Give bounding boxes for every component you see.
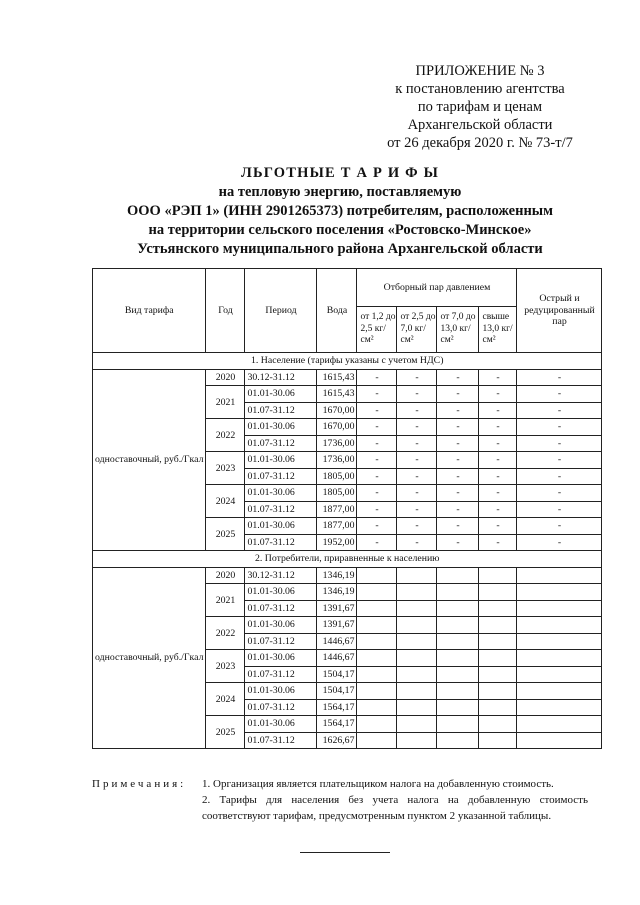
steam-tariff-cell: - bbox=[357, 485, 397, 502]
steam-tariff-cell bbox=[517, 600, 602, 617]
steam-tariff-cell bbox=[517, 617, 602, 634]
steam-tariff-cell: - bbox=[479, 468, 517, 485]
steam-tariff-cell bbox=[437, 617, 479, 634]
period-cell: 30.12-31.12 bbox=[245, 567, 317, 584]
signature-line bbox=[300, 852, 390, 853]
steam-tariff-cell bbox=[517, 699, 602, 716]
year-cell: 2022 bbox=[206, 419, 245, 452]
water-tariff-cell: 1736,00 bbox=[317, 435, 357, 452]
water-tariff-cell: 1564,17 bbox=[317, 716, 357, 733]
water-tariff-cell: 1877,00 bbox=[317, 518, 357, 535]
steam-tariff-cell bbox=[397, 699, 437, 716]
steam-tariff-cell bbox=[479, 584, 517, 601]
year-cell: 2022 bbox=[206, 617, 245, 650]
year-cell: 2020 bbox=[206, 567, 245, 584]
header-period: Период bbox=[245, 269, 317, 353]
title-line: на тепловую энергию, поставляемую bbox=[218, 184, 462, 200]
year-cell: 2021 bbox=[206, 584, 245, 617]
year-cell: 2025 bbox=[206, 716, 245, 749]
steam-tariff-cell: - bbox=[479, 369, 517, 386]
header-year: Год bbox=[206, 269, 245, 353]
header-steam: Отборный пар давлением bbox=[357, 269, 517, 307]
steam-tariff-cell: - bbox=[437, 386, 479, 403]
water-tariff-cell: 1391,67 bbox=[317, 600, 357, 617]
steam-tariff-cell: - bbox=[357, 518, 397, 535]
notes-items bbox=[202, 776, 588, 824]
water-tariff-cell: 1952,00 bbox=[317, 534, 357, 551]
steam-tariff-cell: - bbox=[397, 386, 437, 403]
steam-tariff-cell: - bbox=[517, 534, 602, 551]
steam-tariff-cell: - bbox=[357, 534, 397, 551]
steam-tariff-cell bbox=[357, 617, 397, 634]
steam-tariff-cell: - bbox=[517, 518, 602, 535]
document-title bbox=[60, 164, 620, 259]
steam-tariff-cell bbox=[357, 699, 397, 716]
steam-tariff-cell bbox=[437, 666, 479, 683]
year-cell: 2020 bbox=[206, 369, 245, 386]
steam-tariff-cell bbox=[357, 567, 397, 584]
period-cell: 01.07-31.12 bbox=[245, 534, 317, 551]
water-tariff-cell: 1346,19 bbox=[317, 584, 357, 601]
steam-tariff-cell: - bbox=[397, 402, 437, 419]
header-sharp-steam: Острый и редуцированный пар bbox=[517, 269, 602, 353]
steam-tariff-cell bbox=[479, 650, 517, 667]
steam-tariff-cell bbox=[357, 666, 397, 683]
steam-tariff-cell bbox=[517, 584, 602, 601]
steam-tariff-cell bbox=[357, 683, 397, 700]
period-cell: 01.07-31.12 bbox=[245, 402, 317, 419]
steam-tariff-cell bbox=[357, 584, 397, 601]
steam-tariff-cell bbox=[517, 683, 602, 700]
steam-tariff-cell bbox=[437, 650, 479, 667]
tariff-kind: одноставочный, руб./Гкал bbox=[93, 369, 206, 551]
steam-tariff-cell bbox=[479, 716, 517, 733]
steam-tariff-cell bbox=[357, 732, 397, 749]
steam-tariff-cell: - bbox=[397, 452, 437, 469]
period-cell: 01.01-30.06 bbox=[245, 584, 317, 601]
steam-tariff-cell: - bbox=[517, 485, 602, 502]
steam-tariff-cell: - bbox=[397, 369, 437, 386]
header-pressure-1: от 1,2 до 2,5 кг/см² bbox=[357, 307, 397, 353]
steam-tariff-cell: - bbox=[397, 501, 437, 518]
steam-tariff-cell bbox=[437, 600, 479, 617]
steam-tariff-cell bbox=[357, 650, 397, 667]
year-cell: 2023 bbox=[206, 650, 245, 683]
steam-tariff-cell: - bbox=[397, 485, 437, 502]
water-tariff-cell: 1736,00 bbox=[317, 452, 357, 469]
appendix-ref-line: к постановлению агентства bbox=[395, 81, 565, 97]
water-tariff-cell: 1391,67 bbox=[317, 617, 357, 634]
steam-tariff-cell: - bbox=[479, 419, 517, 436]
steam-tariff-cell bbox=[397, 633, 437, 650]
title-line: на территории сельского поселения «Ростовско-Минское» bbox=[148, 222, 532, 238]
period-cell: 01.07-31.12 bbox=[245, 633, 317, 650]
steam-tariff-cell: - bbox=[357, 435, 397, 452]
period-cell: 01.07-31.12 bbox=[245, 600, 317, 617]
steam-tariff-cell: - bbox=[397, 534, 437, 551]
header-pressure-2: от 2,5 до 7,0 кг/см² bbox=[397, 307, 437, 353]
steam-tariff-cell: - bbox=[479, 435, 517, 452]
year-cell: 2024 bbox=[206, 683, 245, 716]
steam-tariff-cell bbox=[397, 584, 437, 601]
steam-tariff-cell bbox=[397, 600, 437, 617]
title-line: ООО «РЭП 1» (ИНН 2901265373) потребителям, расположенным bbox=[126, 203, 553, 219]
title-line: Устьянского муниципального района Архангельской области bbox=[137, 241, 543, 257]
steam-tariff-cell bbox=[397, 683, 437, 700]
steam-tariff-cell: - bbox=[479, 501, 517, 518]
steam-tariff-cell: - bbox=[437, 501, 479, 518]
appendix-ref-line: по тарифам и ценам bbox=[417, 99, 543, 115]
header-pressure-3: от 7,0 до 13,0 кг/см² bbox=[437, 307, 479, 353]
steam-tariff-cell bbox=[397, 666, 437, 683]
steam-tariff-cell: - bbox=[517, 501, 602, 518]
period-cell: 01.07-31.12 bbox=[245, 699, 317, 716]
header-pressure-4: свыше 13,0 кг/см² bbox=[479, 307, 517, 353]
steam-tariff-cell bbox=[357, 633, 397, 650]
year-cell: 2025 bbox=[206, 518, 245, 551]
steam-tariff-cell: - bbox=[357, 419, 397, 436]
water-tariff-cell: 1670,00 bbox=[317, 402, 357, 419]
steam-tariff-cell bbox=[397, 617, 437, 634]
steam-tariff-cell: - bbox=[437, 402, 479, 419]
steam-tariff-cell: - bbox=[437, 452, 479, 469]
steam-tariff-cell bbox=[517, 732, 602, 749]
steam-tariff-cell: - bbox=[397, 419, 437, 436]
year-cell: 2023 bbox=[206, 452, 245, 485]
steam-tariff-cell: - bbox=[479, 386, 517, 403]
notes-label: Примечания: bbox=[92, 778, 187, 790]
steam-tariff-cell: - bbox=[357, 386, 397, 403]
period-cell: 01.01-30.06 bbox=[245, 518, 317, 535]
table-header bbox=[93, 269, 602, 353]
steam-tariff-cell: - bbox=[357, 452, 397, 469]
header-water: Вода bbox=[317, 269, 357, 353]
steam-tariff-cell bbox=[437, 633, 479, 650]
title-main: ЛЬГОТНЫЕ Т А Р И Ф Ы bbox=[240, 165, 440, 181]
water-tariff-cell: 1670,00 bbox=[317, 419, 357, 436]
steam-tariff-cell bbox=[479, 699, 517, 716]
steam-tariff-cell: - bbox=[479, 518, 517, 535]
note-item: 2. Тарифы для населения без учета налога на добавленную стоимость соответствуют тарифам, предусмотренным пунктом 2 указанной таблицы. bbox=[202, 794, 588, 822]
water-tariff-cell: 1446,67 bbox=[317, 633, 357, 650]
steam-tariff-cell bbox=[437, 567, 479, 584]
section-title: 2. Потребители, приравненные к населению bbox=[93, 551, 602, 568]
appendix-ref-line: Архангельской области bbox=[407, 117, 553, 133]
water-tariff-cell: 1615,43 bbox=[317, 386, 357, 403]
period-cell: 01.07-31.12 bbox=[245, 468, 317, 485]
steam-tariff-cell bbox=[357, 716, 397, 733]
steam-tariff-cell: - bbox=[357, 468, 397, 485]
period-cell: 01.07-31.12 bbox=[245, 732, 317, 749]
steam-tariff-cell: - bbox=[479, 534, 517, 551]
steam-tariff-cell bbox=[479, 617, 517, 634]
table-row bbox=[93, 369, 602, 386]
period-cell: 01.01-30.06 bbox=[245, 485, 317, 502]
steam-tariff-cell bbox=[517, 716, 602, 733]
steam-tariff-cell bbox=[437, 732, 479, 749]
period-cell: 01.01-30.06 bbox=[245, 683, 317, 700]
steam-tariff-cell: - bbox=[357, 501, 397, 518]
steam-tariff-cell: - bbox=[517, 402, 602, 419]
steam-tariff-cell bbox=[357, 600, 397, 617]
steam-tariff-cell: - bbox=[479, 485, 517, 502]
appendix-number: ПРИЛОЖЕНИЕ № 3 bbox=[415, 63, 545, 79]
period-cell: 01.01-30.06 bbox=[245, 452, 317, 469]
period-cell: 30.12-31.12 bbox=[245, 369, 317, 386]
steam-tariff-cell: - bbox=[397, 468, 437, 485]
steam-tariff-cell bbox=[437, 716, 479, 733]
steam-tariff-cell: - bbox=[437, 518, 479, 535]
steam-tariff-cell: - bbox=[437, 534, 479, 551]
appendix-date: от 26 декабря 2020 г. № 73-т/7 bbox=[387, 135, 573, 151]
year-cell: 2021 bbox=[206, 386, 245, 419]
period-cell: 01.01-30.06 bbox=[245, 716, 317, 733]
period-cell: 01.01-30.06 bbox=[245, 386, 317, 403]
steam-tariff-cell: - bbox=[479, 402, 517, 419]
water-tariff-cell: 1877,00 bbox=[317, 501, 357, 518]
steam-tariff-cell bbox=[479, 600, 517, 617]
water-tariff-cell: 1446,67 bbox=[317, 650, 357, 667]
water-tariff-cell: 1504,17 bbox=[317, 683, 357, 700]
tariff-table bbox=[92, 268, 602, 749]
appendix-header bbox=[330, 62, 630, 152]
period-cell: 01.07-31.12 bbox=[245, 435, 317, 452]
steam-tariff-cell: - bbox=[517, 369, 602, 386]
steam-tariff-cell bbox=[397, 650, 437, 667]
steam-tariff-cell: - bbox=[397, 435, 437, 452]
table-row bbox=[93, 567, 602, 584]
steam-tariff-cell bbox=[397, 716, 437, 733]
steam-tariff-cell: - bbox=[517, 468, 602, 485]
steam-tariff-cell bbox=[437, 699, 479, 716]
steam-tariff-cell bbox=[517, 567, 602, 584]
steam-tariff-cell bbox=[479, 666, 517, 683]
water-tariff-cell: 1504,17 bbox=[317, 666, 357, 683]
period-cell: 01.01-30.06 bbox=[245, 650, 317, 667]
water-tariff-cell: 1626,67 bbox=[317, 732, 357, 749]
steam-tariff-cell: - bbox=[437, 419, 479, 436]
steam-tariff-cell: - bbox=[437, 435, 479, 452]
steam-tariff-cell bbox=[517, 666, 602, 683]
steam-tariff-cell: - bbox=[517, 435, 602, 452]
steam-tariff-cell: - bbox=[437, 369, 479, 386]
steam-tariff-cell: - bbox=[357, 402, 397, 419]
steam-tariff-cell: - bbox=[437, 485, 479, 502]
steam-tariff-cell: - bbox=[479, 452, 517, 469]
steam-tariff-cell bbox=[397, 567, 437, 584]
table-body bbox=[93, 353, 602, 749]
steam-tariff-cell bbox=[479, 633, 517, 650]
header-kind: Вид тарифа bbox=[93, 269, 206, 353]
period-cell: 01.01-30.06 bbox=[245, 419, 317, 436]
note-item: 1. Организация является плательщиком налога на добавленную стоимость. bbox=[202, 778, 554, 790]
steam-tariff-cell bbox=[479, 732, 517, 749]
tariff-kind: одноставочный, руб./Гкал bbox=[93, 567, 206, 749]
water-tariff-cell: 1346,19 bbox=[317, 567, 357, 584]
period-cell: 01.07-31.12 bbox=[245, 501, 317, 518]
steam-tariff-cell: - bbox=[397, 518, 437, 535]
steam-tariff-cell: - bbox=[437, 468, 479, 485]
steam-tariff-cell: - bbox=[517, 386, 602, 403]
year-cell: 2024 bbox=[206, 485, 245, 518]
period-cell: 01.01-30.06 bbox=[245, 617, 317, 634]
water-tariff-cell: 1805,00 bbox=[317, 485, 357, 502]
steam-tariff-cell: - bbox=[517, 419, 602, 436]
steam-tariff-cell bbox=[479, 567, 517, 584]
steam-tariff-cell bbox=[517, 633, 602, 650]
period-cell: 01.07-31.12 bbox=[245, 666, 317, 683]
water-tariff-cell: 1615,43 bbox=[317, 369, 357, 386]
steam-tariff-cell bbox=[437, 584, 479, 601]
steam-tariff-cell bbox=[397, 732, 437, 749]
steam-tariff-cell: - bbox=[357, 369, 397, 386]
water-tariff-cell: 1805,00 bbox=[317, 468, 357, 485]
water-tariff-cell: 1564,17 bbox=[317, 699, 357, 716]
steam-tariff-cell: - bbox=[517, 452, 602, 469]
section-title: 1. Население (тарифы указаны с учетом НДС) bbox=[93, 353, 602, 370]
steam-tariff-cell bbox=[437, 683, 479, 700]
steam-tariff-cell bbox=[479, 683, 517, 700]
steam-tariff-cell bbox=[517, 650, 602, 667]
